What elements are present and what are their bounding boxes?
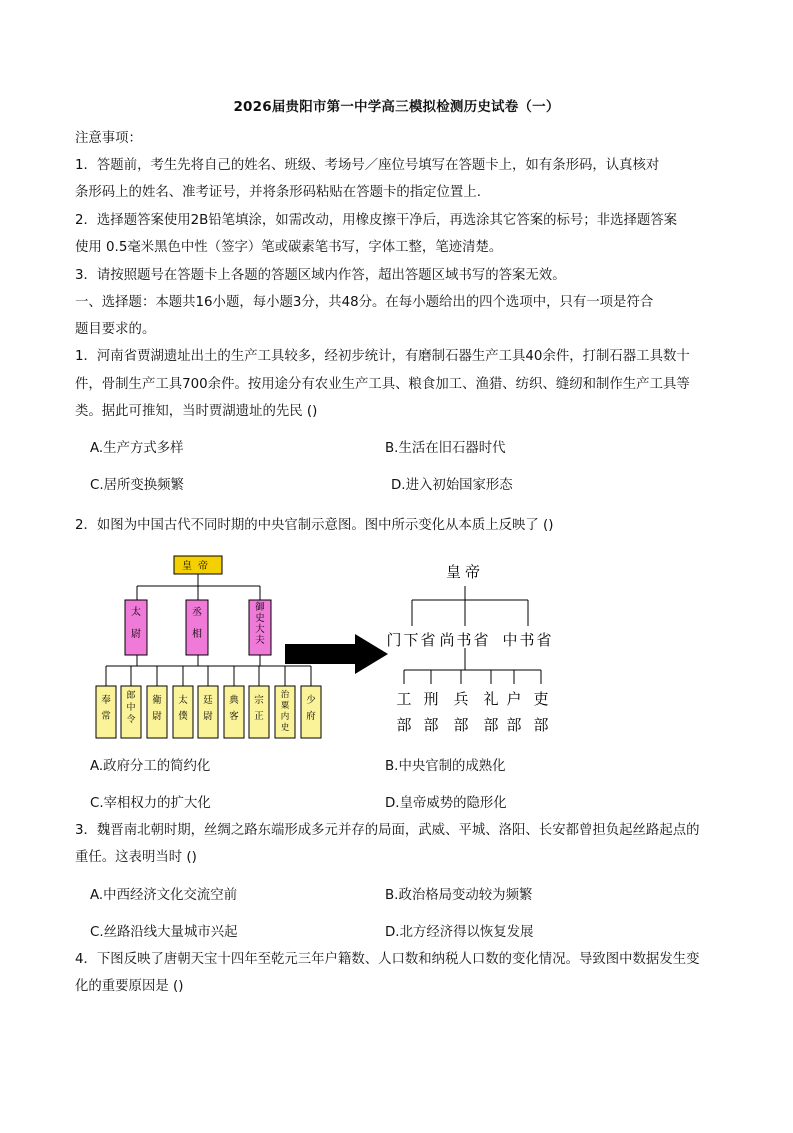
svg-text:部: 部 xyxy=(396,716,412,734)
q1-option-b[interactable]: B.生活在旧石器时代 xyxy=(385,441,506,456)
section-heading-cont: 题目要求的。 xyxy=(75,322,156,337)
svg-text:内: 内 xyxy=(280,712,290,722)
svg-text:部: 部 xyxy=(533,716,549,734)
notice-item-1: 1．答题前，考生先将自己的姓名、班级、考场号／座位号填写在答题卡上，如有条形码，认真核对 xyxy=(75,158,660,173)
emperor-box-label: 皇帝 xyxy=(182,561,214,572)
sangong-label-2 xyxy=(255,601,265,646)
svg-text:史: 史 xyxy=(280,723,290,733)
q1-option-d[interactable]: D.进入初始国家形态 xyxy=(391,478,513,493)
svg-text:吏: 吏 xyxy=(533,690,549,708)
svg-text:尉: 尉 xyxy=(152,711,162,722)
svg-text:太: 太 xyxy=(178,695,188,706)
sansheng-label-0: 门下省 xyxy=(386,631,438,649)
sansheng-label-2: 中书省 xyxy=(502,631,554,649)
q3-stem-line-2: 重任。这表明当时 () xyxy=(75,850,197,865)
svg-text:廷: 廷 xyxy=(203,695,213,706)
q2-stem: 2．如图为中国古代不同时期的中央官制示意图。图中所示变化从本质上反映了 () xyxy=(75,518,554,533)
svg-text:中: 中 xyxy=(126,703,136,713)
q3-option-c[interactable]: C.丝路沿线大量城市兴起 xyxy=(90,925,238,940)
section-heading: 一、选择题：本题共16小题，每小题3分，共48分。在每小题给出的四个选项中，只有一项是符合 xyxy=(75,295,654,310)
svg-text:相: 相 xyxy=(192,629,202,640)
svg-text:兵: 兵 xyxy=(453,690,469,708)
official-system-diagram xyxy=(0,548,793,748)
svg-text:礼: 礼 xyxy=(483,690,499,708)
svg-text:刑: 刑 xyxy=(423,690,439,708)
svg-text:治: 治 xyxy=(280,690,290,700)
svg-text:丞: 丞 xyxy=(192,607,202,618)
notice-item-1-cont: 条形码上的姓名、准考证号，并将条形码粘贴在答题卡的指定位置上. xyxy=(75,185,481,200)
q3-stem-line-1: 3．魏晋南北朝时期，丝绸之路东端形成多元并存的局面，武威、平城、洛阳、长安都曾担负起丝路起点的 xyxy=(75,823,700,838)
svg-text:部: 部 xyxy=(423,716,439,734)
svg-text:府: 府 xyxy=(306,711,316,722)
svg-text:部: 部 xyxy=(453,716,469,734)
q3-option-a[interactable]: A.中西经济文化交流空前 xyxy=(90,888,238,903)
right-emperor-label: 皇帝 xyxy=(445,563,485,581)
notice-item-3: 3．请按照题号在答题卡上各题的答题区域内作答，超出答题区域书写的答案无效。 xyxy=(75,268,566,283)
svg-text:户: 户 xyxy=(506,690,522,708)
svg-text:衛: 衛 xyxy=(152,695,162,706)
svg-text:夫: 夫 xyxy=(255,635,265,646)
exam-title: 2026届贵阳市第一中学高三模拟检测历史试卷（一） xyxy=(233,99,560,115)
q2-option-b[interactable]: B.中央官制的成熟化 xyxy=(385,759,506,774)
q2-option-d[interactable]: D.皇帝威势的隐形化 xyxy=(385,796,507,811)
svg-text:工: 工 xyxy=(396,690,412,708)
arrow-icon xyxy=(285,634,388,674)
svg-text:奉: 奉 xyxy=(101,695,111,706)
svg-text:郎: 郎 xyxy=(126,691,136,701)
svg-text:部: 部 xyxy=(506,716,522,734)
svg-text:宗: 宗 xyxy=(254,695,264,706)
svg-text:尉: 尉 xyxy=(131,629,141,640)
q3-option-d[interactable]: D.北方经济得以恢复发展 xyxy=(385,925,534,940)
q1-stem-line-3: 类。据此可推知，当时贾湖遗址的先民 () xyxy=(75,404,318,419)
svg-text:正: 正 xyxy=(254,711,264,722)
notice-item-2-cont: 使用 0.5毫米黑色中性（签字）笔或碳素笔书写，字体工整，笔迹清楚。 xyxy=(75,240,503,255)
liubu-label-5 xyxy=(533,690,548,734)
q4-stem-line-1: 4．下图反映了唐朝天宝十四年至乾元三年户籍数、人口数和纳税人口数的变化情况。导致图中数据发生变 xyxy=(75,952,700,967)
q4-stem-line-2: 化的重要原因是 () xyxy=(75,979,184,994)
q1-stem-line-2: 件，骨制生产工具700余件。按用途分有农业生产工具、粮食加工、渔猎、纺织、缝纫和制作生产工具等 xyxy=(75,377,690,392)
liubu-label-4 xyxy=(506,690,521,734)
svg-text:史: 史 xyxy=(255,613,265,624)
jiuqing-label-1 xyxy=(126,689,135,725)
svg-text:客: 客 xyxy=(229,711,239,722)
liubu-label-2 xyxy=(453,690,468,734)
svg-text:部: 部 xyxy=(483,716,499,734)
q2-option-c[interactable]: C.宰相权力的扩大化 xyxy=(90,796,211,811)
svg-text:粟: 粟 xyxy=(280,701,290,711)
svg-text:常: 常 xyxy=(101,711,111,722)
svg-text:大: 大 xyxy=(255,624,265,635)
liubu-label-3 xyxy=(483,690,498,734)
q1-option-c[interactable]: C.居所变换频繁 xyxy=(90,478,184,493)
notice-item-2: 2．选择题答案使用2B铅笔填涂，如需改动，用橡皮擦干净后，再选涂其它答案的标号；非选择题答案 xyxy=(75,213,678,228)
q3-option-b[interactable]: B.政治格局变动较为频繁 xyxy=(385,888,533,903)
svg-text:典: 典 xyxy=(229,695,239,706)
q1-stem-line-1: 1．河南省贾湖遗址出土的生产工具较多，经初步统计，有磨制石器生产工具40余件，打制石器工具数十 xyxy=(75,349,690,364)
svg-text:令: 令 xyxy=(126,715,136,725)
liubu-label-1 xyxy=(423,690,438,734)
liubu-label-0 xyxy=(396,690,411,734)
q2-option-a[interactable]: A.政府分工的简约化 xyxy=(90,759,211,774)
notice-heading: 注意事项： xyxy=(75,131,142,146)
svg-text:御: 御 xyxy=(255,602,265,613)
svg-text:少: 少 xyxy=(306,695,316,706)
q1-option-a[interactable]: A.生产方式多样 xyxy=(90,441,184,456)
svg-text:尉: 尉 xyxy=(203,711,213,722)
svg-text:僕: 僕 xyxy=(178,711,188,722)
sansheng-label-1: 尚书省 xyxy=(439,631,491,649)
svg-text:太: 太 xyxy=(131,607,141,618)
